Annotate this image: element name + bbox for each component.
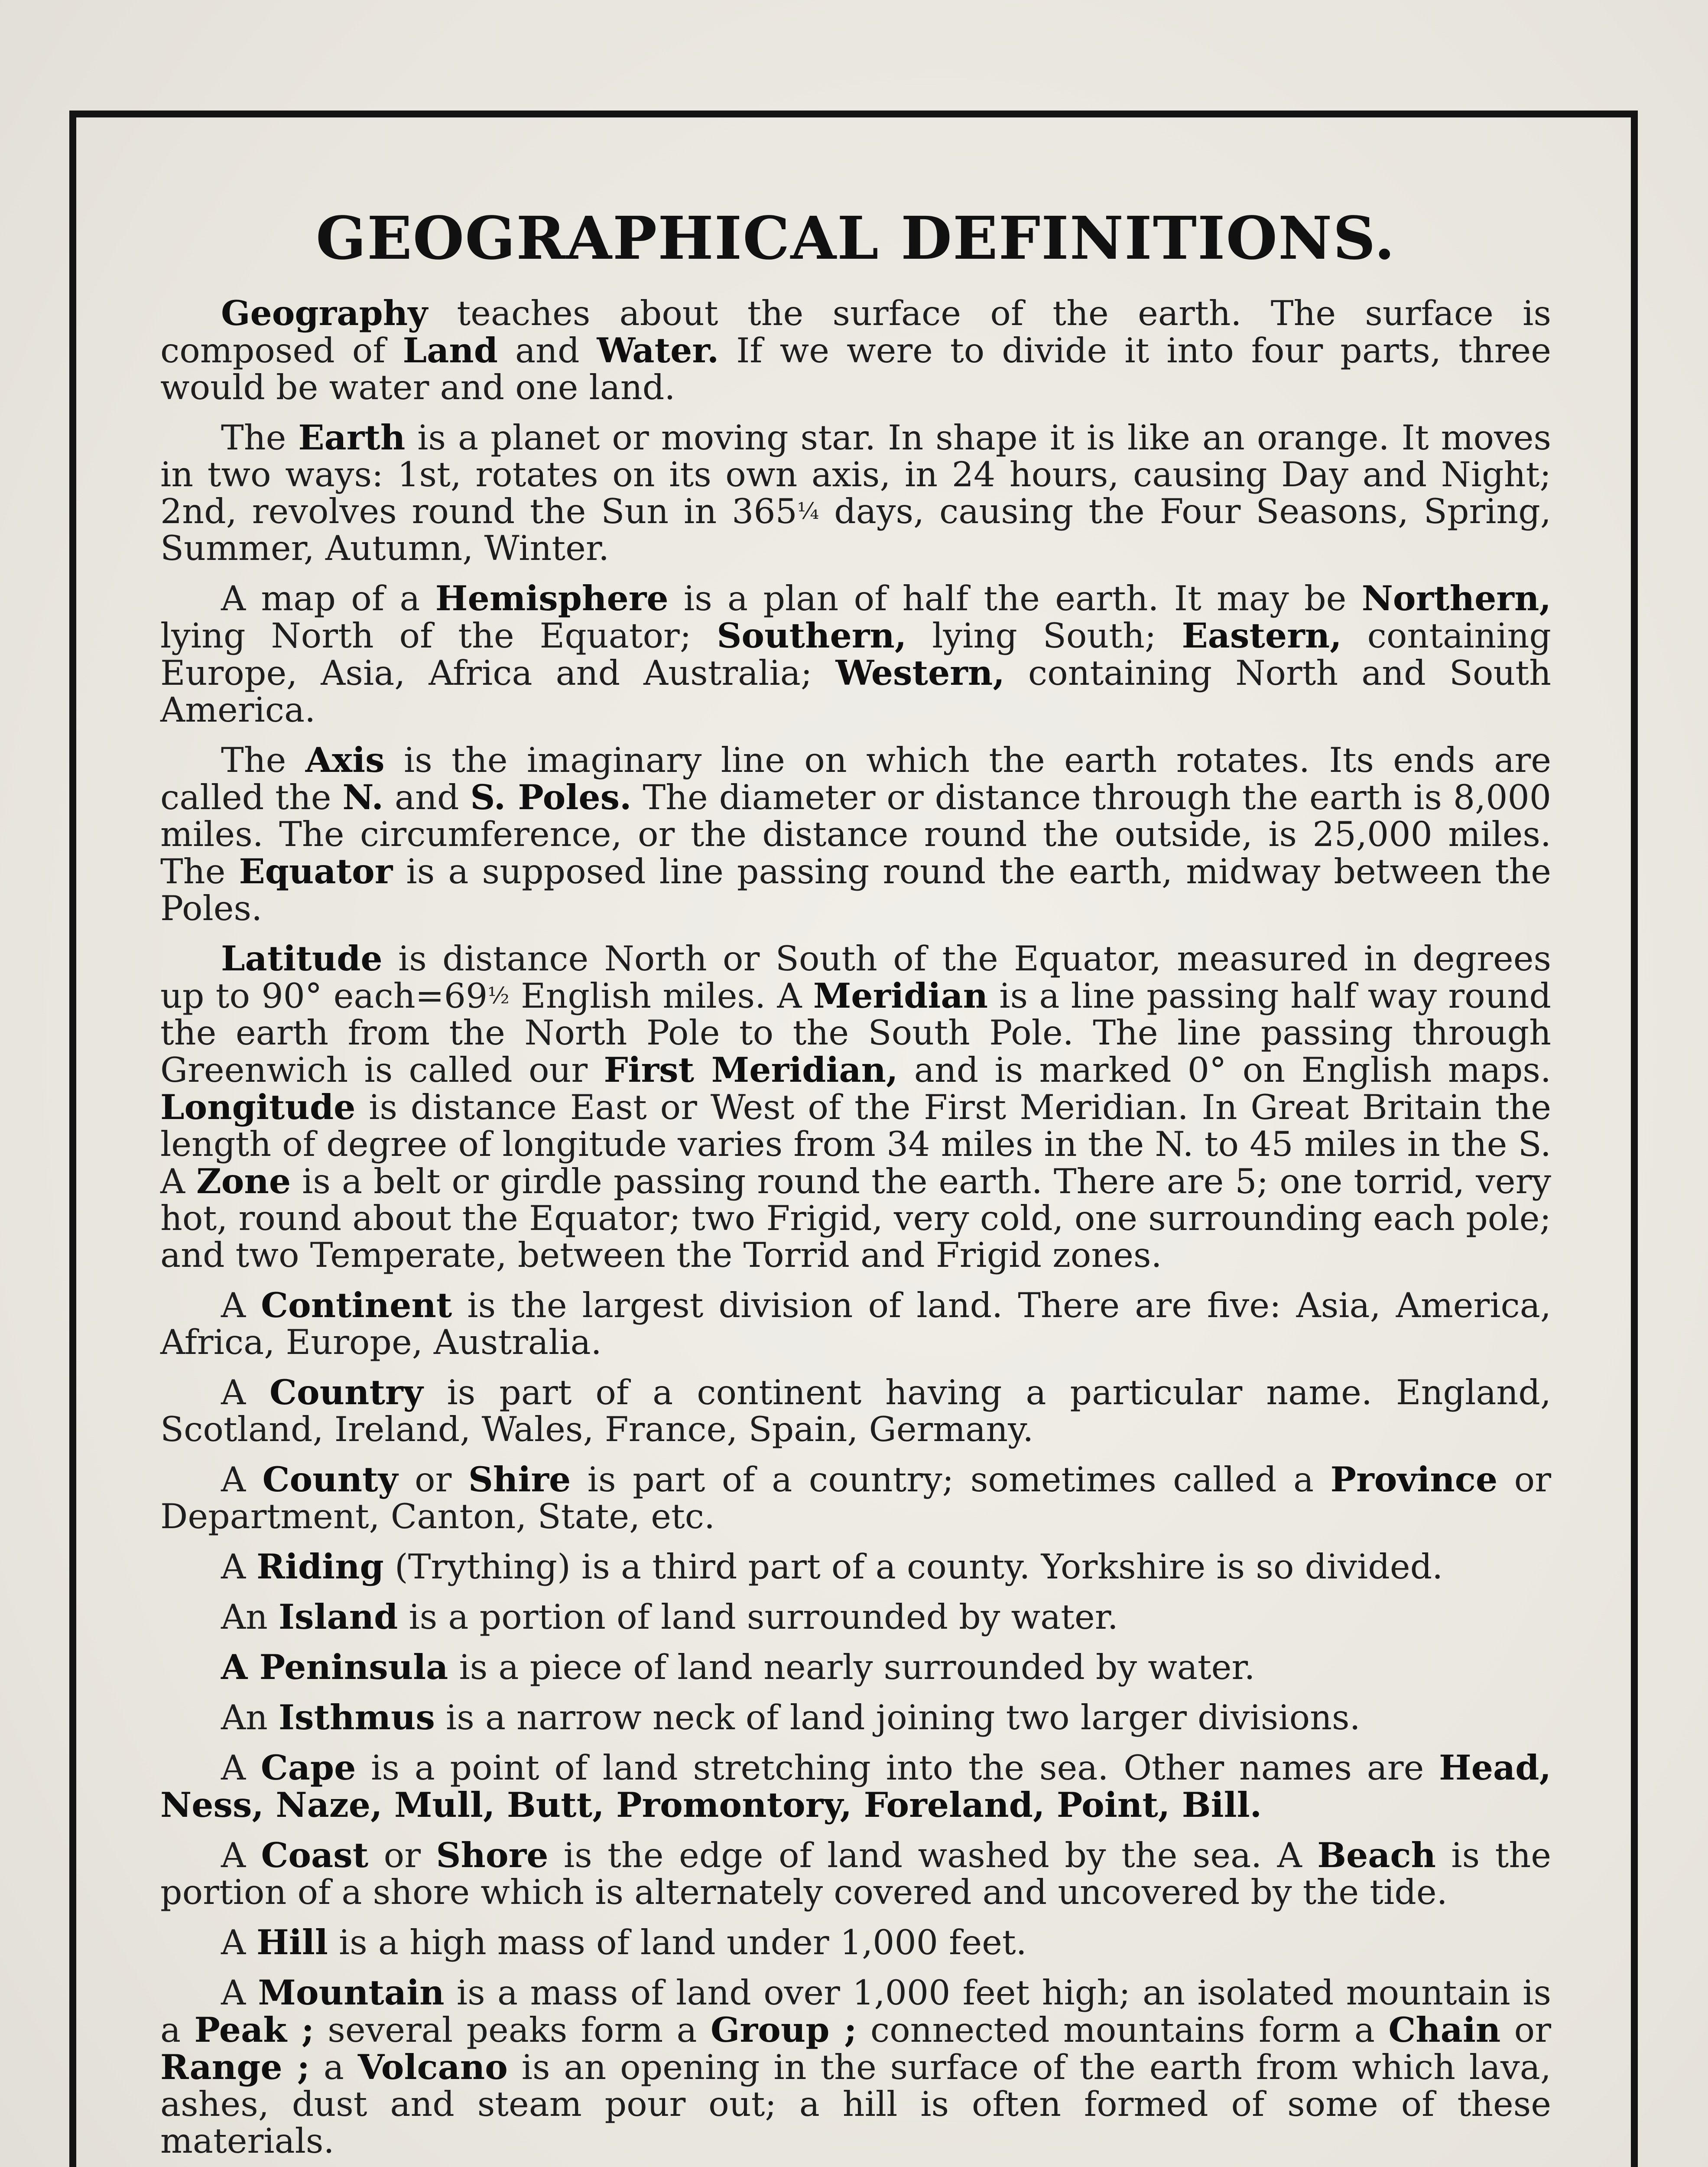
- text-run: is a point of land stretching into the sea. Other names are: [356, 1748, 1439, 1788]
- defined-term: Meridian: [813, 976, 988, 1016]
- text-run: is a high mass of land under 1,000 feet.: [328, 1923, 1027, 1962]
- definition-paragraph: [160, 1548, 1551, 1585]
- definition-paragraph: [160, 742, 1551, 927]
- defined-term: Chain: [1388, 2010, 1501, 2050]
- definition-paragraph: [160, 1287, 1551, 1361]
- text-run: is a narrow neck of land joining two larger divisions.: [435, 1698, 1361, 1738]
- definition-paragraph: [160, 1374, 1551, 1448]
- definition-paragraph: [160, 1974, 1551, 2160]
- defined-term: Western,: [835, 653, 1005, 693]
- text-run: is a plan of half the earth. It may be: [668, 579, 1362, 618]
- defined-term: Southern,: [717, 615, 907, 656]
- text-run: A: [221, 1285, 261, 1325]
- text-run: A: [221, 1923, 257, 1962]
- page-title: GEOGRAPHICAL DEFINITIONS.: [315, 204, 1396, 273]
- defined-term: Isthmus: [279, 1697, 435, 1738]
- defined-term: Axis: [305, 740, 385, 780]
- definition-paragraph: [160, 1598, 1551, 1636]
- text-run: If we were to divide it into four parts, three would be water and one land.: [160, 331, 1551, 407]
- defined-term: Geography: [221, 293, 428, 333]
- text-run: is distance East or West of the First Meridian. In Great Britain the length of degree of longitude varies from 34 miles in the N. to 45 miles in the S. A: [160, 1087, 1551, 1201]
- defined-term: Group ;: [711, 2010, 857, 2050]
- text-run: is the portion of a shore which is alternately covered and uncovered by the tide.: [160, 1835, 1551, 1912]
- text-run: or: [1500, 2010, 1552, 2050]
- text-run: A map of a: [221, 579, 435, 618]
- text-run: and: [497, 331, 597, 371]
- text-run: days, causing the Four Seasons, Spring, Summer, Autumn, Winter.: [160, 491, 1551, 568]
- text-run: An: [221, 1597, 279, 1637]
- text-run: lying North of the Equator;: [160, 616, 717, 656]
- text-run: is a piece of land nearly surrounded by water.: [448, 1647, 1255, 1687]
- defined-term: Zone: [196, 1161, 291, 1201]
- text-run: A: [221, 1973, 258, 2013]
- text-run: connected mountains form a: [857, 2010, 1389, 2050]
- defined-term: Riding: [257, 1546, 384, 1587]
- definition-paragraph: [160, 1699, 1551, 1736]
- defined-term: Continent: [261, 1285, 452, 1325]
- defined-term: County: [262, 1459, 398, 1500]
- text-run: A: [221, 1547, 257, 1587]
- defined-term: Longitude: [160, 1087, 356, 1127]
- defined-term: Latitude: [221, 938, 383, 979]
- defined-term: Beach: [1317, 1835, 1436, 1875]
- defined-term: Hill: [257, 1922, 328, 1962]
- defined-term: Head, Ness, Naze, Mull, Butt, Promontory, Foreland, Point, Bill.: [160, 1747, 1551, 1825]
- definition-paragraph: [160, 419, 1551, 567]
- text-run: lying South;: [906, 616, 1182, 656]
- definition-paragraph: [160, 295, 1551, 406]
- text-run: A: [221, 1835, 261, 1875]
- defined-term: Island: [279, 1597, 398, 1637]
- text-run: is part of a continent having a particular name. England, Scotland, Ireland, Wales, France, Spain, Germany.: [160, 1373, 1551, 1449]
- defined-term: Hemisphere: [435, 578, 669, 618]
- defined-term: Range ;: [160, 2047, 310, 2087]
- defined-term: A Peninsula: [221, 1647, 448, 1687]
- definition-paragraph: [160, 1837, 1551, 1911]
- text-run: English miles. A: [509, 976, 813, 1016]
- text-run: is a portion of land surrounded by water.: [398, 1597, 1118, 1637]
- defined-term: S. Poles.: [470, 777, 632, 817]
- text-run: is a supposed line passing round the earth, midway between the Poles.: [160, 852, 1551, 928]
- text-run: or: [368, 1835, 436, 1875]
- text-run: or: [398, 1460, 468, 1500]
- defined-term: Cape: [260, 1747, 356, 1788]
- defined-term: Peak ;: [194, 2010, 314, 2050]
- page-content: [160, 204, 1551, 2167]
- text-run: several peaks form a: [314, 2010, 711, 2050]
- text-run: or Department, Canton, State, etc.: [160, 1460, 1551, 1536]
- definition-paragraph: [160, 1749, 1551, 1824]
- text-run: A: [221, 1373, 270, 1412]
- defined-term: Land: [403, 330, 498, 371]
- text-run: ¼: [797, 498, 819, 524]
- definition-paragraph: [160, 1924, 1551, 1961]
- defined-term: Country: [270, 1372, 423, 1412]
- text-run: is an opening in the surface of the earth from which lava, ashes, dust and steam pour out; a hill is often formed of some of these materials.: [160, 2047, 1551, 2161]
- text-run: is a line passing half way round the earth from the North Pole to the South Pole. The line passing through Greenwich is called our: [160, 976, 1552, 1090]
- text-run: and: [383, 778, 471, 817]
- text-run: A: [221, 1748, 261, 1788]
- definition-paragraph: [160, 1649, 1551, 1686]
- defined-term: Eastern,: [1182, 615, 1342, 656]
- text-run: is a planet or moving star. In shape it is like an orange. It moves in two ways: 1st, rotates on its own axis, in 24 hours, causing Day and Night; 2nd, revolves round the Sun in 365: [160, 418, 1551, 531]
- text-run: An: [221, 1698, 279, 1738]
- text-run: The: [221, 418, 299, 458]
- defined-term: Province: [1330, 1459, 1498, 1500]
- defined-term: Volcano: [357, 2047, 508, 2087]
- definitions-body: [160, 295, 1551, 2160]
- definition-paragraph: [160, 940, 1551, 1274]
- text-run: is a belt or girdle passing round the earth. There are 5; one torrid, very hot, round about the Equator; two Frigid, very cold, one surrounding each pole; and two Temperate, between the Torrid and Frigid zones.: [160, 1162, 1551, 1275]
- text-run: a: [309, 2047, 358, 2087]
- definition-paragraph: [160, 580, 1551, 729]
- defined-term: Northern,: [1361, 578, 1551, 618]
- defined-term: Shire: [468, 1459, 571, 1500]
- defined-term: Coast: [261, 1835, 369, 1875]
- defined-term: Water.: [597, 330, 719, 371]
- defined-term: Equator: [239, 851, 393, 892]
- text-run: The diameter or distance through the earth is 8,000 miles. The circumference, or the distance round the outside, is 25,000 miles. The: [160, 778, 1551, 892]
- defined-term: Earth: [298, 417, 406, 458]
- text-run: containing Europe, Asia, Africa and Australia;: [160, 616, 1551, 693]
- defined-term: N.: [342, 777, 384, 817]
- text-run: is distance North or South of the Equator, measured in degrees up to 90° each=69: [160, 939, 1551, 1016]
- text-run: and is marked 0° on English maps.: [898, 1050, 1551, 1090]
- defined-term: Shore: [436, 1835, 549, 1875]
- text-run: A: [221, 1460, 263, 1500]
- text-run: The: [221, 740, 305, 780]
- text-run: (Trything) is a third part of a county. Yorkshire is so divided.: [383, 1547, 1443, 1587]
- text-run: is the largest division of land. There are five: Asia, America, Africa, Europe, Australia.: [160, 1285, 1551, 1362]
- text-run: is part of a country; sometimes called a: [571, 1460, 1331, 1500]
- text-run: ½: [487, 983, 510, 1009]
- defined-term: First Meridian,: [604, 1050, 898, 1090]
- text-run: is a mass of land over 1,000 feet high; an isolated mountain is a: [160, 1973, 1551, 2050]
- definition-paragraph: [160, 1461, 1551, 1535]
- text-run: containing North and South America.: [160, 653, 1552, 730]
- text-run: is the imaginary line on which the earth rotates. Its ends are called the: [160, 740, 1551, 817]
- text-run: teaches about the surface of the earth. The surface is composed of: [160, 293, 1551, 371]
- defined-term: Mountain: [258, 1972, 445, 2013]
- text-run: is the edge of land washed by the sea. A: [548, 1835, 1318, 1875]
